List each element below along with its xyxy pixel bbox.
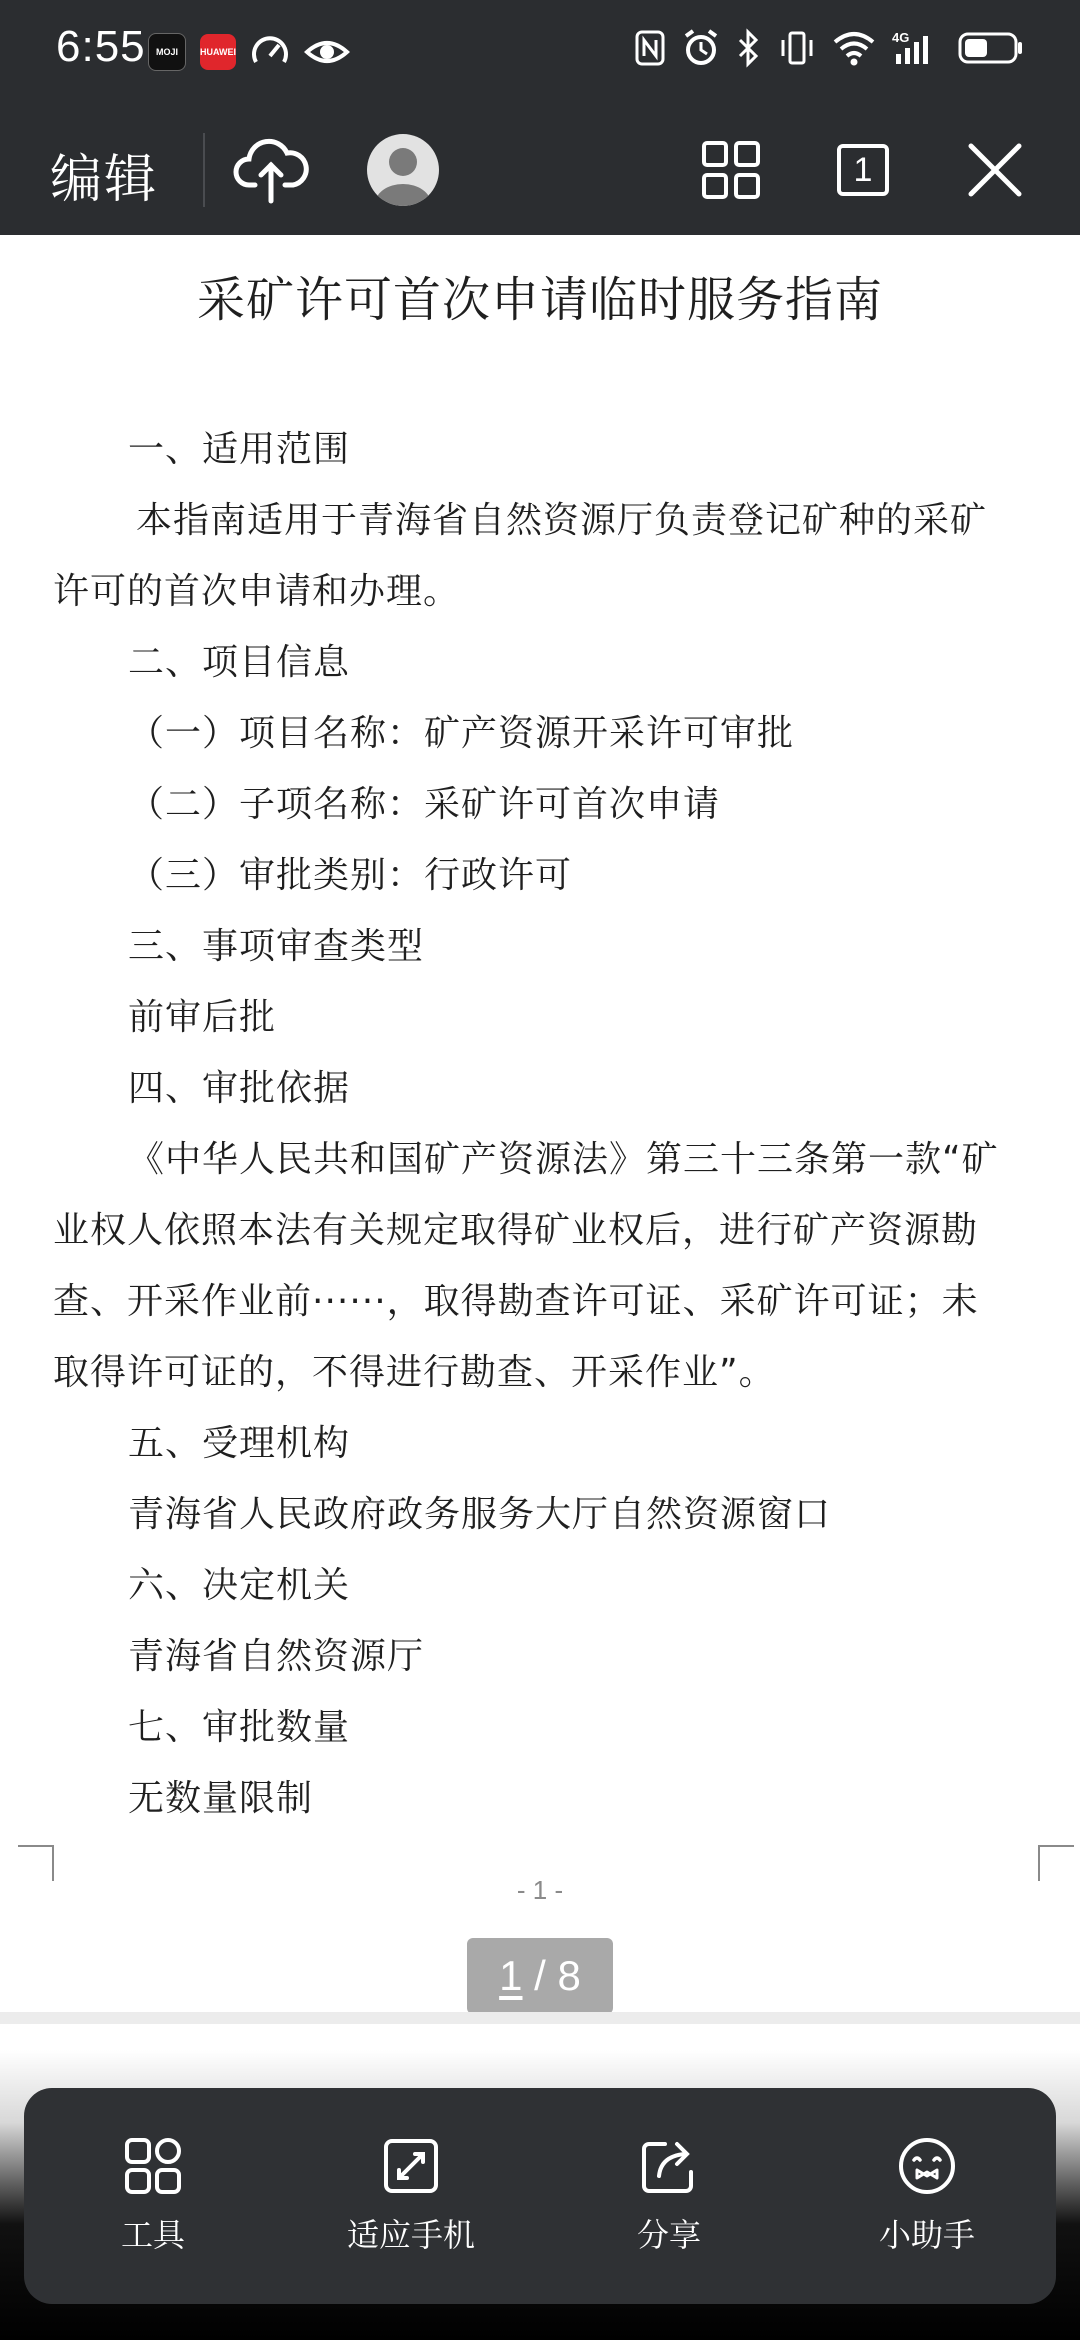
page-indicator[interactable] — [467, 1938, 613, 2014]
grid-icon — [701, 140, 761, 200]
fit-phone-label: 适应手机 — [346, 2216, 475, 2254]
speedometer-icon — [250, 32, 290, 72]
nfc-icon — [634, 28, 666, 68]
doc-paragraph-line: 前审后批 — [128, 997, 277, 1038]
document-title: 采矿许可首次申请临时服务指南 — [196, 272, 883, 328]
document-toolbar — [0, 105, 1080, 235]
network-type-label: 4G — [892, 30, 910, 45]
cloud-upload-button[interactable] — [228, 127, 314, 213]
fit-phone-button[interactable] — [282, 2088, 540, 2304]
alarm-icon — [682, 28, 720, 68]
doc-paragraph-line: 查、开采作业前······，取得勘查许可证、采矿许可证；未 — [53, 1281, 979, 1322]
tools-icon — [123, 2136, 183, 2196]
grid-view-button[interactable] — [688, 127, 774, 213]
close-icon — [967, 142, 1023, 198]
status-bar — [0, 0, 1080, 105]
close-button[interactable] — [952, 127, 1038, 213]
cellular-signal-icon — [892, 28, 942, 68]
assistant-label: 小助手 — [878, 2216, 975, 2254]
doc-heading: 七、审批数量 — [128, 1707, 351, 1748]
battery-icon — [958, 28, 1024, 68]
doc-heading: 五、受理机构 — [128, 1423, 351, 1464]
page-footer-number: - 1 - — [516, 1875, 564, 1905]
doc-item: （二）子项名称：采矿许可首次申请 — [128, 784, 721, 825]
doc-paragraph-line: 本指南适用于青海省自然资源厅负责登记矿种的采矿 — [136, 500, 988, 541]
doc-heading: 二、项目信息 — [128, 642, 351, 683]
fit-screen-icon — [381, 2136, 441, 2196]
doc-heading: 三、事项审查类型 — [128, 926, 425, 967]
share-label: 分享 — [636, 2216, 701, 2254]
wifi-icon — [832, 28, 876, 68]
doc-paragraph-line: 《中华人民共和国矿产资源法》第三十三条第一款“矿 — [128, 1139, 999, 1180]
total-page-count: 8 — [557, 1952, 581, 1999]
share-icon — [639, 2136, 699, 2196]
doc-heading: 四、审批依据 — [128, 1068, 351, 1109]
vibrate-icon — [778, 28, 816, 68]
doc-paragraph-line: 许可的首次申请和办理。 — [53, 571, 461, 612]
doc-heading: 一、适用范围 — [128, 429, 351, 470]
status-app-icons — [148, 32, 350, 72]
assistant-icon — [895, 2136, 959, 2196]
window-count-button[interactable] — [820, 127, 906, 213]
share-button[interactable] — [540, 2088, 798, 2304]
edit-button[interactable]: 编辑 — [50, 150, 159, 210]
bluetooth-icon — [736, 28, 762, 68]
bottom-action-bar — [24, 2088, 1056, 2304]
doc-paragraph-line: 取得许可证的，不得进行勘查、开采作业”。 — [53, 1352, 776, 1393]
doc-paragraph-line: 青海省自然资源厅 — [128, 1636, 425, 1677]
doc-item: （一）项目名称：矿产资源开采许可审批 — [128, 713, 795, 754]
status-right-icons — [634, 28, 1024, 68]
tools-button[interactable] — [24, 2088, 282, 2304]
status-time: 6:55 — [56, 22, 146, 71]
doc-paragraph-line: 无数量限制 — [128, 1778, 314, 1819]
page-separator: / — [522, 1952, 558, 1999]
window-count-label: 1 — [837, 144, 889, 196]
cloud-upload-icon — [233, 135, 309, 205]
page-separator-bar — [0, 2012, 1080, 2024]
eye-icon — [304, 32, 350, 72]
moji-weather-icon: MOJI — [148, 33, 186, 71]
doc-paragraph-line: 业权人依照本法有关规定取得矿业权后，进行矿产资源勘 — [53, 1210, 979, 1251]
doc-paragraph-line: 青海省人民政府政务服务大厅自然资源窗口 — [128, 1494, 832, 1535]
doc-item: （三）审批类别：行政许可 — [128, 855, 573, 896]
doc-heading: 六、决定机关 — [128, 1565, 351, 1606]
tools-label: 工具 — [120, 2216, 185, 2254]
avatar[interactable] — [360, 127, 446, 213]
current-page-number: 1 — [499, 1952, 523, 1999]
user-avatar-icon — [365, 132, 441, 208]
toolbar-divider — [203, 133, 205, 207]
assistant-button[interactable] — [798, 2088, 1056, 2304]
huawei-app-icon: HUAWEI — [200, 34, 236, 70]
